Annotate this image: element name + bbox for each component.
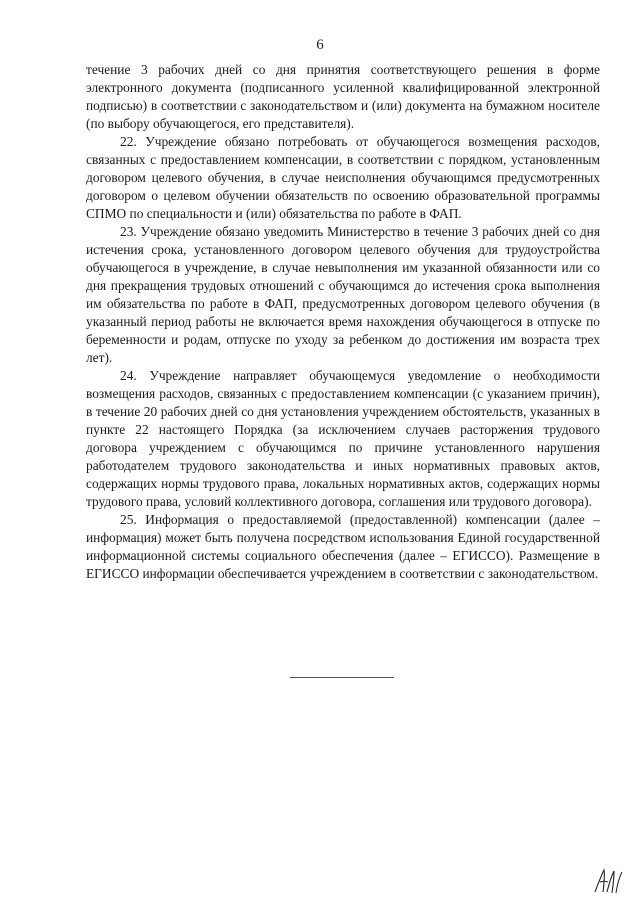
paragraph-24: 24. Учреждение направляет обучающемуся уведомление о необходимости возмещения расходов, связанных с предоставлением компенсации (с указанием причин), в течение 20 рабочих дней со дня установления учреждением обстоятельств, указанных в пункте 22 настоящего Порядка (за исключением случаев расторжения трудового договора учреждением с обучающимся по причине установленного нарушения работодателем трудового законодательства и иных нормативных правовых актов, содержащих нормы трудового права, локальных нормативных актов, содержащих нормы трудового права, условий коллективного договора, соглашения или трудового договора). [86, 368, 600, 509]
page-number: 6 [316, 37, 324, 53]
paragraph-continuation: течение 3 рабочих дней со дня принятия соответствующего решения в форме электронного документа (подписанного усиленной квалифицированной электронной подписью) в соответствии с законодательством и (или) документа на бумажном носителе (по выбору обучающегося, его представителя). [86, 62, 600, 131]
paragraph-23: 23. Учреждение обязано уведомить Министерство в течение 3 рабочих дней со дня истечения срока, установленного договором целевого обучения для трудоустройства обучающегося в учреждение, в случае невыполнения им указанной обязанности или со дня прекращения трудовых отношений с обучающимся до истечения срока выполнения им обязательства по работе в ФАП, предусмотренных договором целевого обучения (в указанный период работы не включается время нахождения обучающегося в отпуске по беременности и родам, отпуске по уходу за ребенком до достижения им возраста трех лет). [86, 224, 600, 365]
end-of-document-line [290, 677, 394, 678]
paragraph-25: 25. Информация о предоставляемой (предоставленной) компенсации (далее – информация) может быть получена посредством использования Единой государственной информационной системы социального обеспечения (далее – ЕГИССО). Размещение в ЕГИССО информации обеспечивается учреждением в соответствии с законодательством. [86, 512, 600, 581]
handwritten-initials-signature [592, 862, 624, 896]
document-body [86, 61, 600, 583]
paragraph-22: 22. Учреждение обязано потребовать от обучающегося возмещения расходов, связанных с предоставлением компенсации, в соответствии с порядком, установленным договором целевого обучения, в случае неисполнения обучающимся предусмотренных договором о целевом обучении обязательств по освоению образовательной программы СПМО по специальности и (или) обязательства по работе в ФАП. [86, 134, 600, 221]
